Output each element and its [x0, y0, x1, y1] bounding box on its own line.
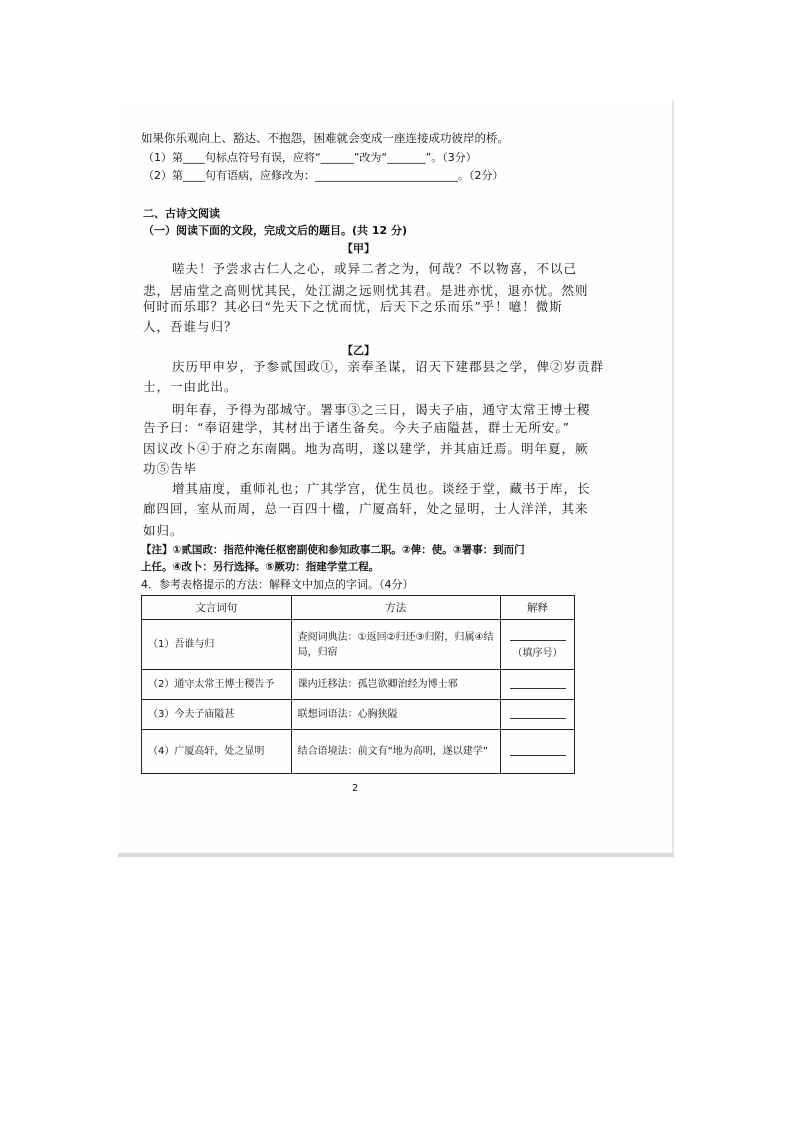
table-row [142, 620, 575, 670]
jia-line-4: 人，吾谁与归？ [143, 319, 238, 334]
table-cell-method: 联想词语法：心胸狭隘 [291, 700, 500, 730]
table-cell-phrase: （1）吾谁与归 [142, 620, 292, 670]
table-cell-answer[interactable] [501, 620, 575, 670]
table-cell-phrase: （3）今夫子庙隘甚 [142, 700, 292, 730]
table-row [142, 670, 575, 700]
table-row [142, 700, 575, 730]
table-header: 方法 [291, 596, 500, 620]
answer-hint: （填序号） [512, 648, 563, 659]
table-cell-phrase: （2）通守太常王博士稷告予 [142, 670, 292, 700]
table-cell-phrase: （4）广厦高轩，处之显明 [142, 730, 292, 774]
subsection-title: （一）阅读下面的文段，完成文后的题目。(共 12 分) [143, 224, 408, 237]
jia-line-1: 嗟夫！予尝求古仁人之心，或异二者之为，何哉？不以物喜，不以己 [172, 261, 578, 276]
jia-heading: 【甲】 [342, 242, 375, 255]
page-number: 2 [352, 783, 359, 794]
table-header-row [142, 596, 575, 620]
table-cell-method: 结合语境法：前文有“地为高明，遂以建学” [291, 730, 500, 774]
jia-line-2: 悲，居庙堂之高则忧其民，处江湖之远则忧其君。是进亦忧，退亦忧。然则 [143, 283, 589, 298]
yi-line-8: 廊四回，室从而周，总一百四十楹，广厦高轩，处之显明，士人洋洋，其来 [143, 501, 589, 516]
yi-heading: 【乙】 [342, 344, 375, 357]
question-1: （1）第____句标点符号有误，应将“______”改为“_______”。（3分） [143, 151, 477, 164]
yi-line-5: 因议改卜④于府之东南隅。地为高明，遂以建学，并其庙迁焉。明年夏，厥 [143, 441, 589, 456]
table-row [142, 730, 575, 774]
yi-line-4: 告予曰：“奉诏建学，其材出于诸生备矣。今夫子庙隘甚，群士无所安。” [143, 420, 571, 435]
table-header: 解释 [501, 596, 575, 620]
notes-line-2: 上任。④改卜：另行选择。⑤厥功：指建学堂工程。 [141, 561, 380, 573]
table-cell-method: 查阅词典法：①返回②归还③归附，归属④结局，归宿 [291, 620, 500, 670]
section-title: 二、古诗文阅读 [143, 207, 220, 220]
intro-sentence: 如果你乐观向上、豁达、不抱怨，困难就会变成一座连接成功彼岸的桥。 [141, 131, 509, 145]
question-4: 4．参考表格提示的方法：解释文中加点的字词。（4分） [141, 578, 414, 591]
yi-line-1: 庆历甲申岁，予参贰国政①，亲奉圣谋，诏天下建郡县之学，俾②岁贡群 [172, 359, 605, 374]
yi-line-2: 士，一由此出。 [143, 379, 238, 394]
question-2: （2）第____句有语病，应修改为：__________________________。（2分） [143, 169, 504, 182]
page-edge-right [672, 100, 674, 855]
page-edge-bottom [118, 853, 674, 857]
yi-line-9: 如归。 [143, 523, 184, 538]
yi-line-7: 增其庙度，重师礼也；广其学宫，优生员也。谈经于堂，藏书于库，长 [172, 481, 591, 496]
table-cell-answer[interactable] [501, 670, 575, 700]
answer-blank[interactable] [510, 743, 566, 756]
answer-blank[interactable] [510, 628, 566, 641]
notes-line-1: 【注】①贰国政：指范仲淹任枢密副使和参知政事二职。②俾：使。③署事：到而门 [141, 544, 525, 556]
answer-table [141, 595, 575, 774]
table-cell-answer[interactable] [501, 730, 575, 774]
yi-line-6: 功⑤告毕 [143, 461, 198, 476]
yi-line-3: 明年春，予得为邵城守。署事③之三日，谒夫子庙，通守太常王博士稷 [172, 402, 591, 417]
answer-blank[interactable] [510, 676, 566, 689]
jia-line-3: 何时而乐耶？其必曰“先天下之忧而忧，后天下之乐而乐”乎！噫！微斯 [143, 299, 563, 314]
table-cell-method: 课内迁移法：孤岂欲卿治经为博士邪 [291, 670, 500, 700]
answer-blank[interactable] [510, 706, 566, 719]
table-cell-answer[interactable] [501, 700, 575, 730]
table-header: 文言词句 [142, 596, 292, 620]
